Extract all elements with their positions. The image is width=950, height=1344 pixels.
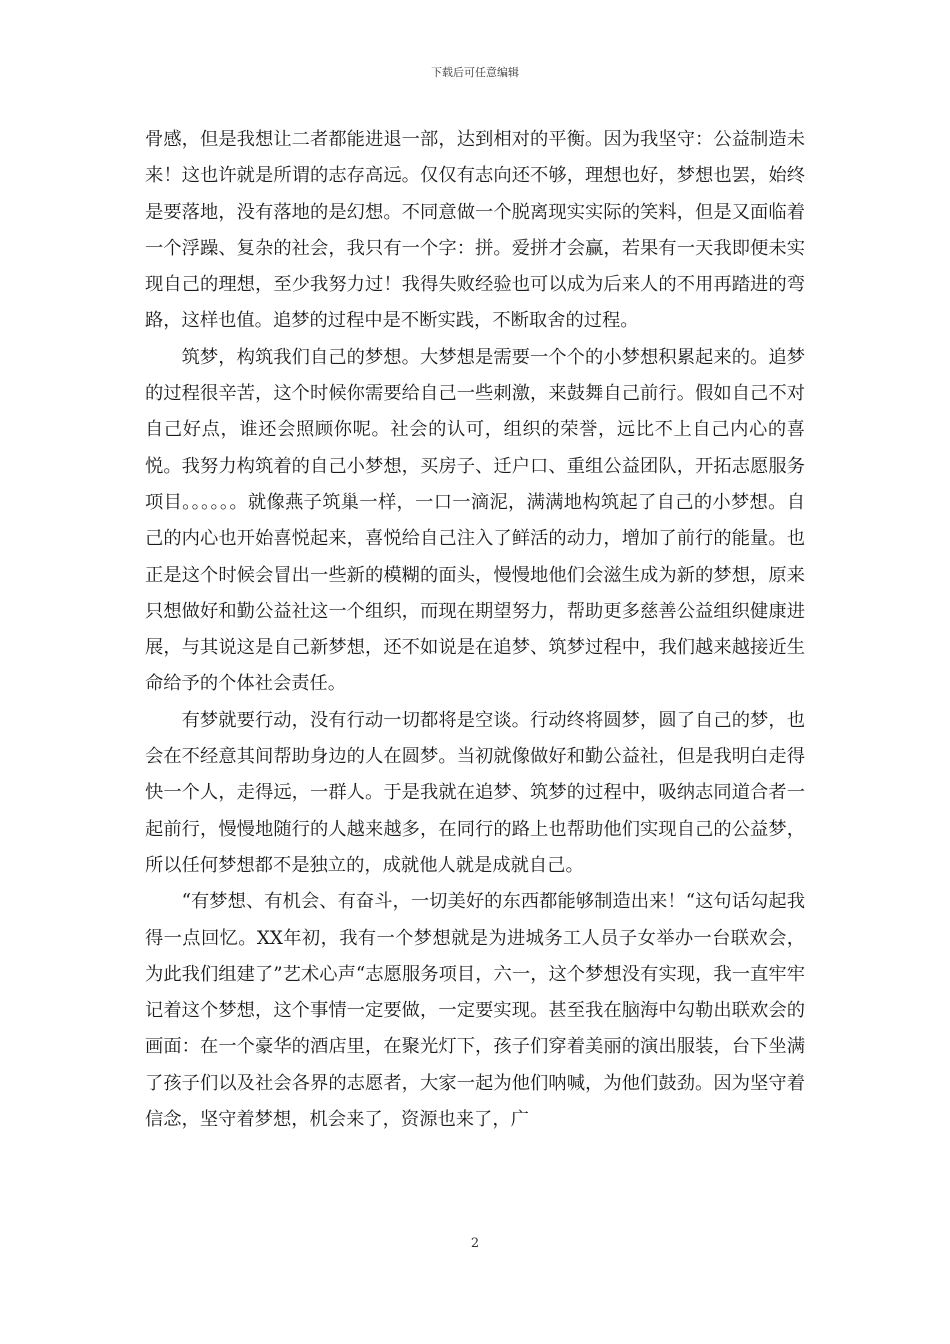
document-body <box>145 122 805 1138</box>
paragraph-4: “有梦想、有机会、有奋斗，一切美好的东西都能够制造出来！“这句话勾起我得一点回忆。XX年初，我有一个梦想就是为进城务工人员子女举办一台联欢会，为此我们组建了”艺术心声“志愿服务项目，六一，这个梦想没有实现，我一直牢牢记着这个梦想，这个事情一定要做，一定要实现。甚至我在脑海中勾勒出联欢会的画面：在一个豪华的酒店里，在聚光灯下，孩子们穿着美丽的演出服装，台下坐满了孩子们以及社会各界的志愿者，大家一起为他们呐喊，为他们鼓劲。因为坚守着信念，坚守着梦想，机会来了，资源也来了，广 <box>145 891 805 1131</box>
page-header: 下载后可任意编辑 <box>431 66 519 79</box>
page-number: 2 <box>470 1236 480 1251</box>
paragraph-2: 筑梦，构筑我们自己的梦想。大梦想是需要一个个的小梦想积累起来的。追梦的过程很辛苦，这个时候你需要给自己一些刺激，来鼓舞自己前行。假如自己不对自己好点，谁还会照顾你呢。社会的认可，组织的荣誉，远比不上自己内心的喜悦。我努力构筑着的自己小梦想，买房子、迁户口、重组公益团队，开拓志愿服务项目。。。。。。就像燕子筑巢一样，一口一滴泥，满满地构筑起了自己的小梦想。自己的内心也开始喜悦起来，喜悦给自己注入了鲜活的动力，增加了前行的能量。也正是这个时候会冒出一些新的模糊的面头，慢慢地他们会滋生成为新的梦想，原来只想做好和勤公益社这一个组织，而现在期望努力，帮助更多慈善公益组织健康进展，与其说这是自己新梦想，还不如说是在追梦、筑梦过程中，我们越来越接近生命给予的个体社会责任。 <box>145 346 805 695</box>
paragraph-1: 骨感，但是我想让二者都能进退一部，达到相对的平衡。因为我坚守：公益制造未来！这也许就是所谓的志存高远。仅仅有志向还不够，理想也好，梦想也罢，始终是要落地，没有落地的是幻想。不同意做一个脱离现实实际的笑料，但是又面临着一个浮躁、复杂的社会，我只有一个字：拼。爱拼才会赢，若果有一天我即便未实现自己的理想，至少我努力过！我得失败经验也可以成为后来人的不用再踏进的弯路，这样也值。追梦的过程中是不断实践，不断取舍的过程。 <box>145 129 805 332</box>
paragraph-3: 有梦就要行动，没有行动一切都将是空谈。行动终将圆梦，圆了自己的梦，也会在不经意其间帮助身边的人在圆梦。当初就像做好和勤公益社，但是我明白走得快一个人，走得远，一群人。于是我就在追梦、筑梦的过程中，吸纳志同道合者一起前行，慢慢地随行的人越来越多，在同行的路上也帮助他们实现自己的公益梦，所以任何梦想都不是独立的，成就他人就是成就自己。 <box>145 709 805 876</box>
